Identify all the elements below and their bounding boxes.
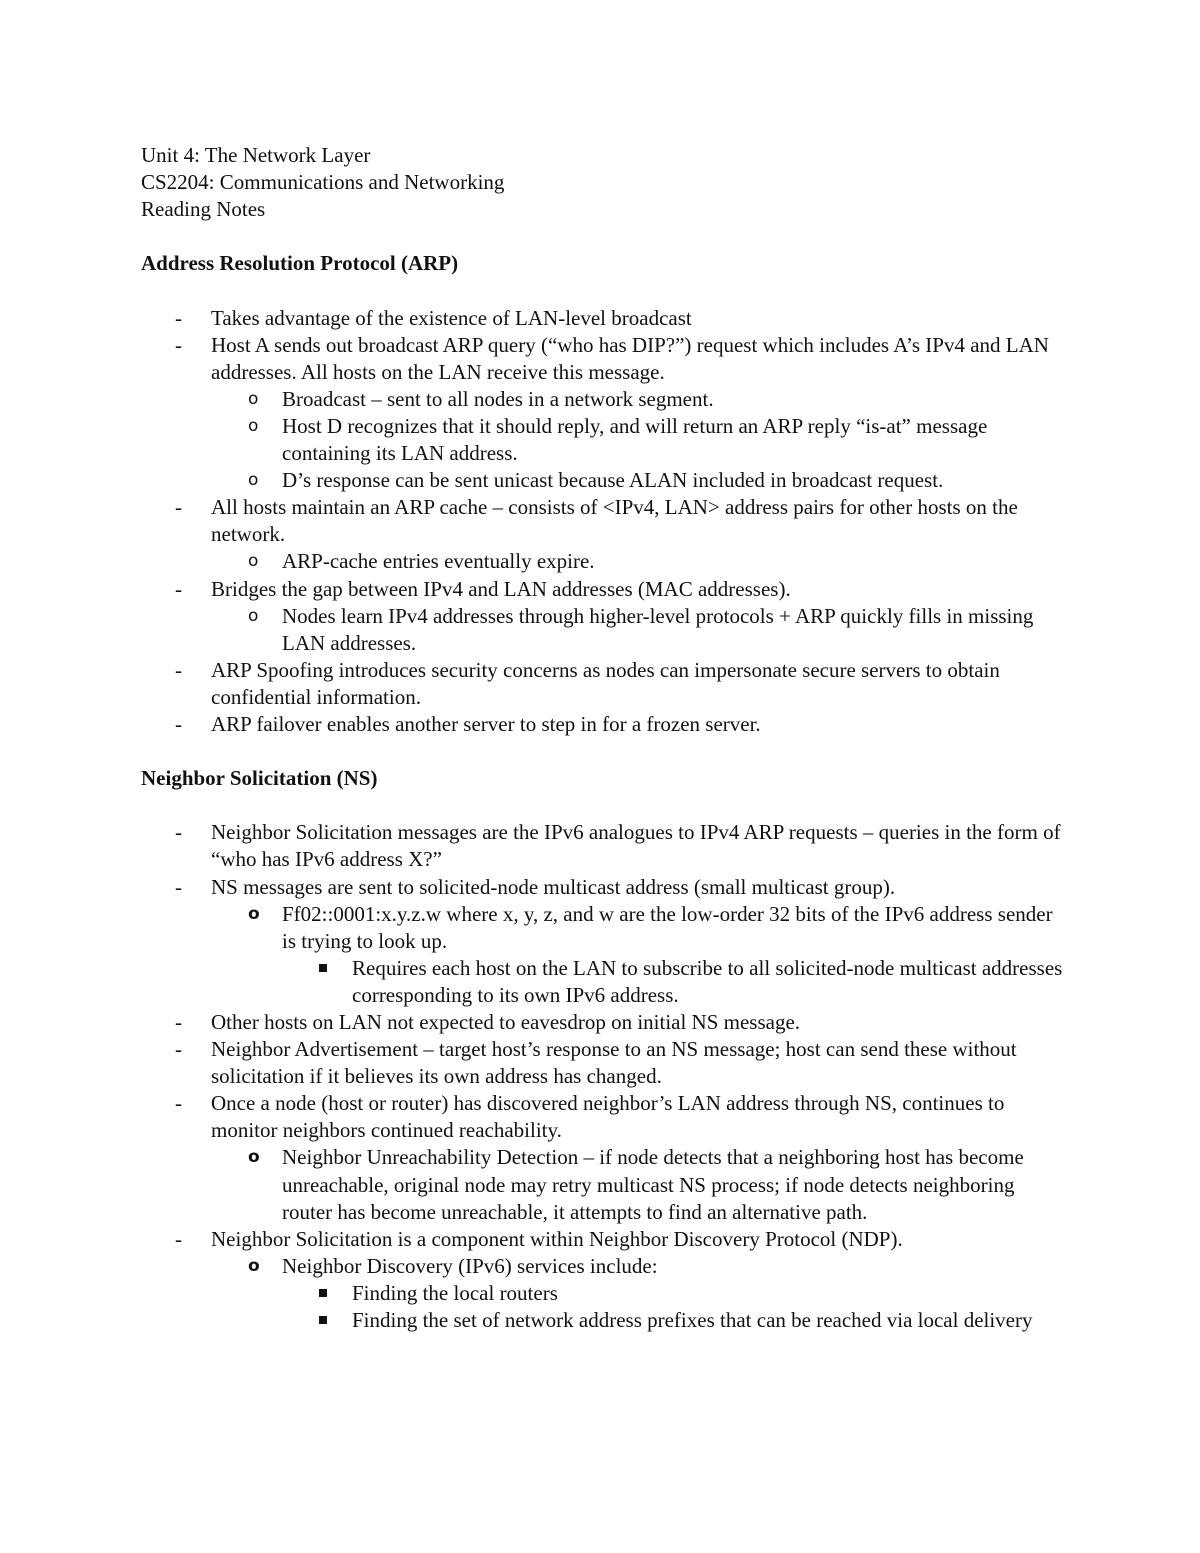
list-item-text: Neighbor Advertisement – target host’s response to an NS message; host can send these without solicitation if it believes its own address has changed. [211, 1037, 1017, 1089]
arp-list [141, 657, 1066, 738]
dash-bullet [175, 1036, 182, 1063]
list-item [141, 603, 1066, 657]
course-title: CS2204: Communications and Networking [141, 170, 505, 195]
list-item-text: Takes advantage of the existence of LAN-level broadcast [211, 305, 692, 330]
circle-bullet [248, 386, 258, 413]
list-item [141, 1253, 1066, 1280]
list-item [141, 413, 1066, 467]
list-item-text: Neighbor Unreachability Detection – if node detects that a neighboring host has become unreachable, original node may retry multicast NS process; if node detects neighboring router has become unreachable, it attempts to find an alternative path. [282, 1145, 1024, 1224]
list-item-text: Finding the local routers [352, 1280, 558, 1305]
list-item [141, 467, 1066, 494]
list-item [141, 332, 1066, 386]
list-item [141, 657, 1066, 711]
list-item [141, 494, 1066, 548]
arp-list [141, 305, 1066, 386]
list-item-text: Once a node (host or router) has discovered neighbor’s LAN address through NS, continues to monitor neighbors continued reachability. [211, 1091, 1005, 1143]
square-bullet [319, 1316, 327, 1324]
list-item [141, 305, 1066, 332]
document-page [141, 142, 1066, 1334]
ns-multicast-detail-sublist [141, 955, 1066, 1009]
circle-bullet [248, 467, 258, 494]
dash-bullet [175, 657, 182, 684]
circle-bullet [248, 901, 260, 928]
list-item-text: Requires each host on the LAN to subscribe to all solicited-node multicast addresses corresponding to its own IPv6 address. [352, 955, 1063, 1007]
dash-bullet [175, 1009, 182, 1036]
dash-bullet [175, 305, 182, 332]
list-item [141, 576, 1066, 603]
unit-title: Unit 4: The Network Layer [141, 143, 371, 167]
dash-bullet [175, 819, 182, 846]
list-item [141, 874, 1066, 901]
dash-bullet [175, 332, 182, 359]
list-item [141, 955, 1066, 1009]
list-item-text: All hosts maintain an ARP cache – consists of <IPv4, LAN> address pairs for other hosts on the network. [211, 495, 1018, 547]
dash-bullet [175, 874, 182, 901]
list-item [141, 1280, 1066, 1307]
list-item-text: Host D recognizes that it should reply, and will return an ARP reply “is-at” message containing its LAN address. [282, 413, 988, 466]
ns-heading: Neighbor Solicitation (NS) [141, 766, 378, 791]
document-type: Reading Notes [141, 197, 266, 222]
list-item [141, 1036, 1066, 1090]
list-item-text: NS messages are sent to solicited-node multicast address (small multicast group). [211, 874, 896, 899]
arp-query-sublist [141, 386, 1066, 494]
list-item [141, 1226, 1066, 1253]
list-item-text: Host A sends out broadcast ARP query (“who has DIP?”) request which includes A’s IPv4 and LAN addresses. All hosts on the LAN receive this message. [211, 332, 1049, 384]
ns-list [141, 1226, 1066, 1253]
list-item [141, 901, 1066, 955]
ns-monitor-sublist [141, 1144, 1066, 1225]
ns-list [141, 819, 1066, 900]
list-item [141, 1009, 1066, 1036]
ns-ndp-services-sublist [141, 1280, 1066, 1334]
arp-list [141, 494, 1066, 548]
circle-bullet [248, 1144, 260, 1171]
list-item-text: Neighbor Solicitation messages are the IPv6 analogues to IPv4 ARP requests – queries in the form of “who has IPv6 address X?” [211, 820, 1061, 872]
ns-multicast-sublist [141, 901, 1066, 955]
circle-bullet [248, 603, 258, 630]
list-item [141, 819, 1066, 873]
ns-list [141, 1009, 1066, 1144]
document-header [141, 142, 1066, 223]
square-bullet [319, 964, 327, 972]
list-item [141, 1307, 1066, 1334]
list-item [141, 386, 1066, 413]
dash-bullet [175, 711, 182, 738]
list-item-text: ARP failover enables another server to step in for a frozen server. [211, 711, 761, 736]
spacer [141, 277, 1066, 304]
list-item-text: Neighbor Solicitation is a component within Neighbor Discovery Protocol (NDP). [211, 1226, 903, 1251]
dash-bullet [175, 1090, 182, 1117]
list-item-text: Nodes learn IPv4 addresses through higher-level protocols + ARP quickly fills in missing LAN addresses. [282, 603, 1034, 655]
circle-bullet [248, 1253, 260, 1280]
arp-list [141, 576, 1066, 603]
list-item-text: Broadcast – sent to all nodes in a network segment. [282, 386, 714, 411]
spacer [141, 738, 1066, 765]
list-item-text: Other hosts on LAN not expected to eavesdrop on initial NS message. [211, 1010, 801, 1034]
list-item [141, 711, 1066, 738]
list-item-text: Bridges the gap between IPv4 and LAN addresses (MAC addresses). [211, 576, 791, 601]
list-item [141, 548, 1066, 575]
list-item-text: Neighbor Discovery (IPv6) services include: [282, 1253, 658, 1278]
list-item [141, 1144, 1066, 1225]
square-bullet [319, 1289, 327, 1297]
ns-ndp-sublist [141, 1253, 1066, 1280]
list-item-text: Finding the set of network address prefixes that can be reached via local delivery [352, 1308, 1033, 1333]
spacer [141, 223, 1066, 250]
circle-bullet [248, 413, 258, 440]
arp-cache-sublist [141, 548, 1066, 575]
dash-bullet [175, 1226, 182, 1253]
arp-bridge-sublist [141, 603, 1066, 657]
dash-bullet [175, 576, 182, 603]
list-item-text: D’s response can be sent unicast because ALAN included in broadcast request. [282, 468, 944, 493]
list-item-text: ARP-cache entries eventually expire. [282, 549, 595, 574]
circle-bullet [248, 548, 258, 575]
list-item-text: ARP Spoofing introduces security concerns as nodes can impersonate secure servers to obtain confidential information. [211, 657, 1000, 709]
list-item-text: Ff02::0001:x.y.z.w where x, y, z, and w are the low-order 32 bits of the IPv6 address sender is trying to look up. [282, 901, 1053, 953]
arp-heading: Address Resolution Protocol (ARP) [141, 251, 459, 276]
list-item [141, 1090, 1066, 1144]
dash-bullet [175, 494, 182, 521]
spacer [141, 792, 1066, 819]
